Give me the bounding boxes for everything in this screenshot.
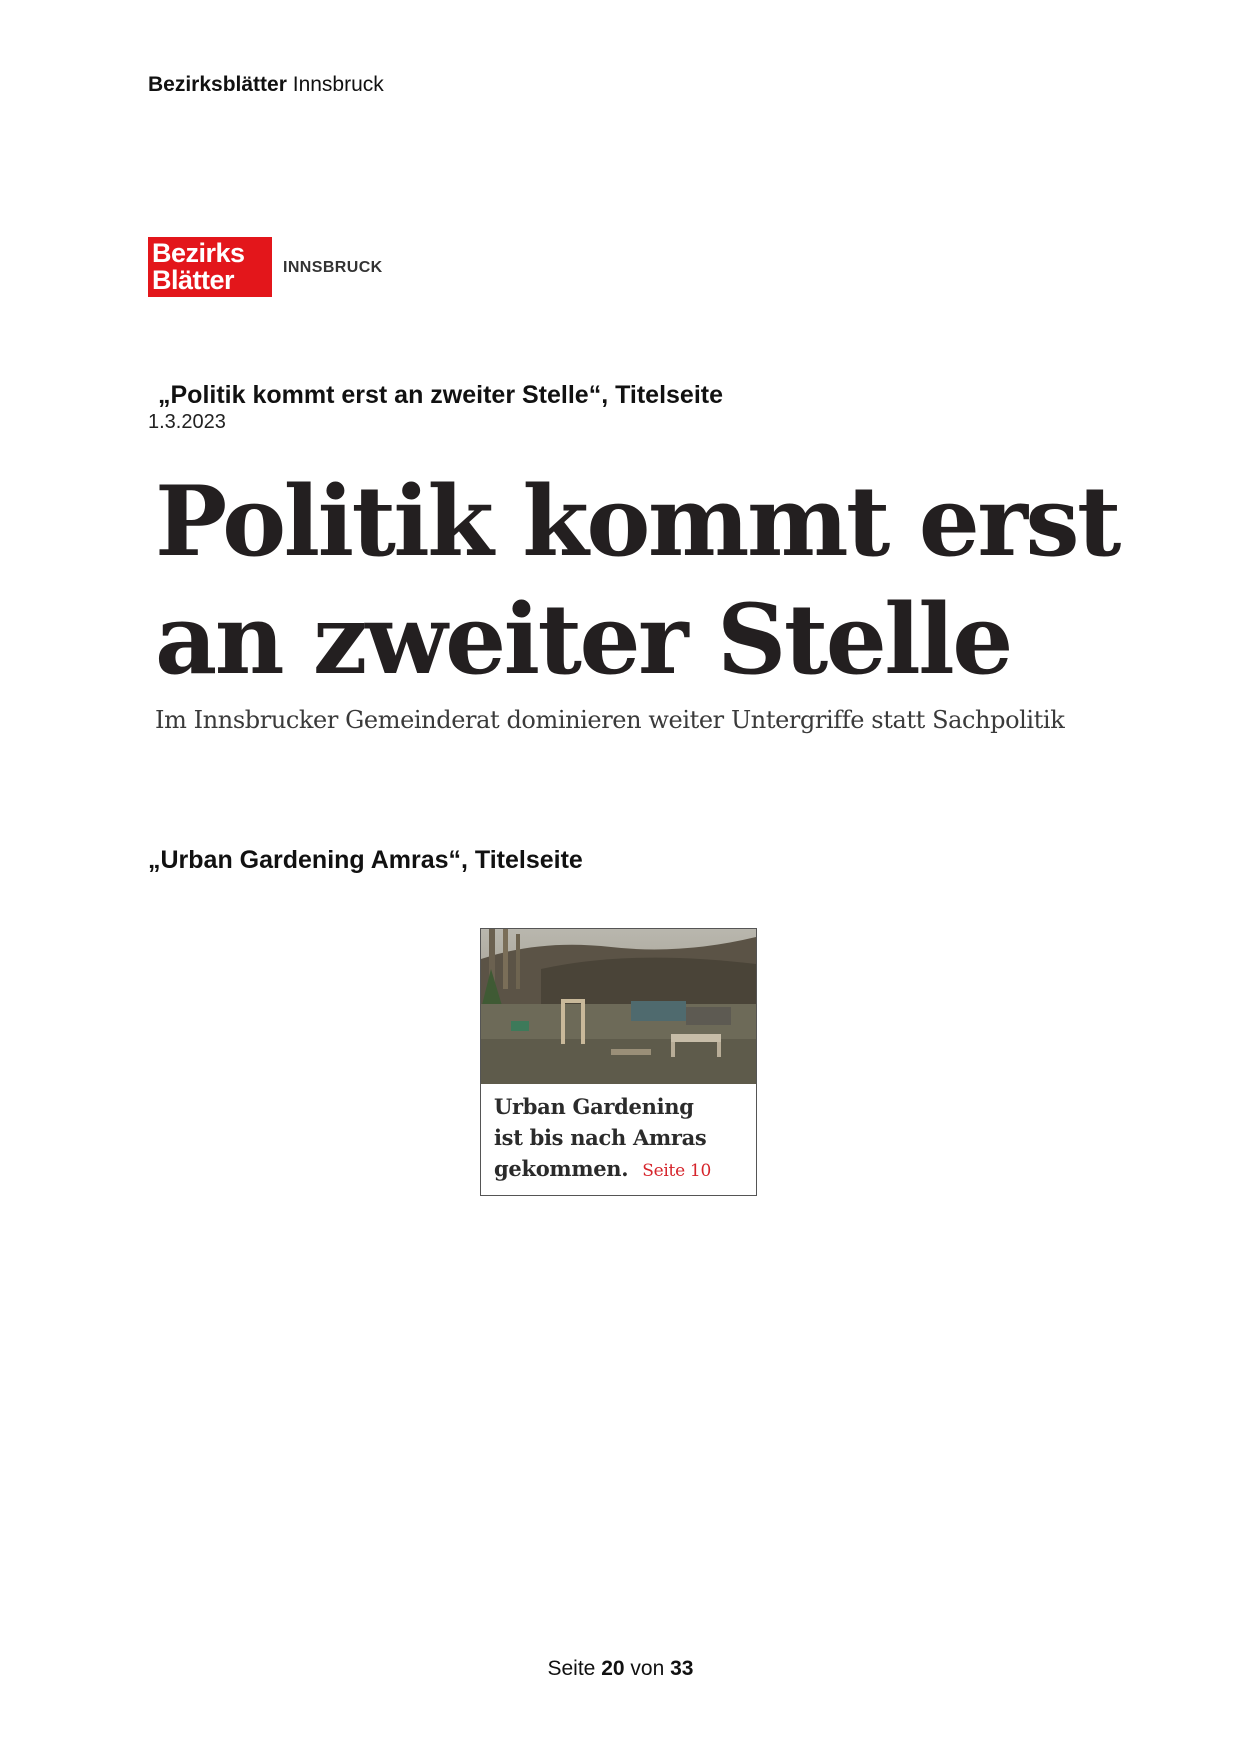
teaser-box: [480, 928, 757, 1196]
page-prefix: Seite: [547, 1657, 596, 1680]
headline: [155, 463, 1119, 699]
logo-region-label: INNSBRUCK: [283, 259, 383, 276]
logo-line-2: Blätter: [152, 265, 235, 295]
headline-subline: Im Innsbrucker Gemeinderat dominieren weiter Untergriffe statt Sachpolitik: [155, 706, 1065, 734]
garden-photo: [481, 929, 756, 1084]
teaser-line-2: ist bis nach Amras: [494, 1125, 707, 1150]
region-name: Innsbruck: [292, 73, 384, 96]
running-header: [148, 73, 384, 97]
page-current: 20: [601, 1657, 625, 1680]
teaser-line-3: [494, 1153, 711, 1187]
bezirksblaetter-logo: [148, 237, 272, 297]
clip-title: „Politik kommt erst an zweiter Stelle“, Titelseite: [158, 381, 724, 409]
page-middle: von: [630, 1657, 665, 1680]
teaser-text: [494, 1091, 711, 1187]
teaser-line-3-text: gekommen.: [494, 1156, 629, 1181]
teaser-page-ref: Seite 10: [642, 1161, 711, 1181]
headline-line-2: an zweiter Stelle: [155, 583, 1011, 696]
page-total: 33: [670, 1657, 694, 1680]
page-number: [0, 1657, 1241, 1681]
headline-line-1: Politik kommt erst: [155, 465, 1119, 578]
clip-date: 1.3.2023: [148, 411, 226, 433]
publication-name: Bezirksblätter: [148, 73, 287, 96]
logo-line-1: Bezirks: [152, 238, 245, 268]
clip-title: „Urban Gardening Amras“, Titelseite: [148, 846, 583, 874]
teaser-line-1: Urban Gardening: [494, 1094, 694, 1119]
